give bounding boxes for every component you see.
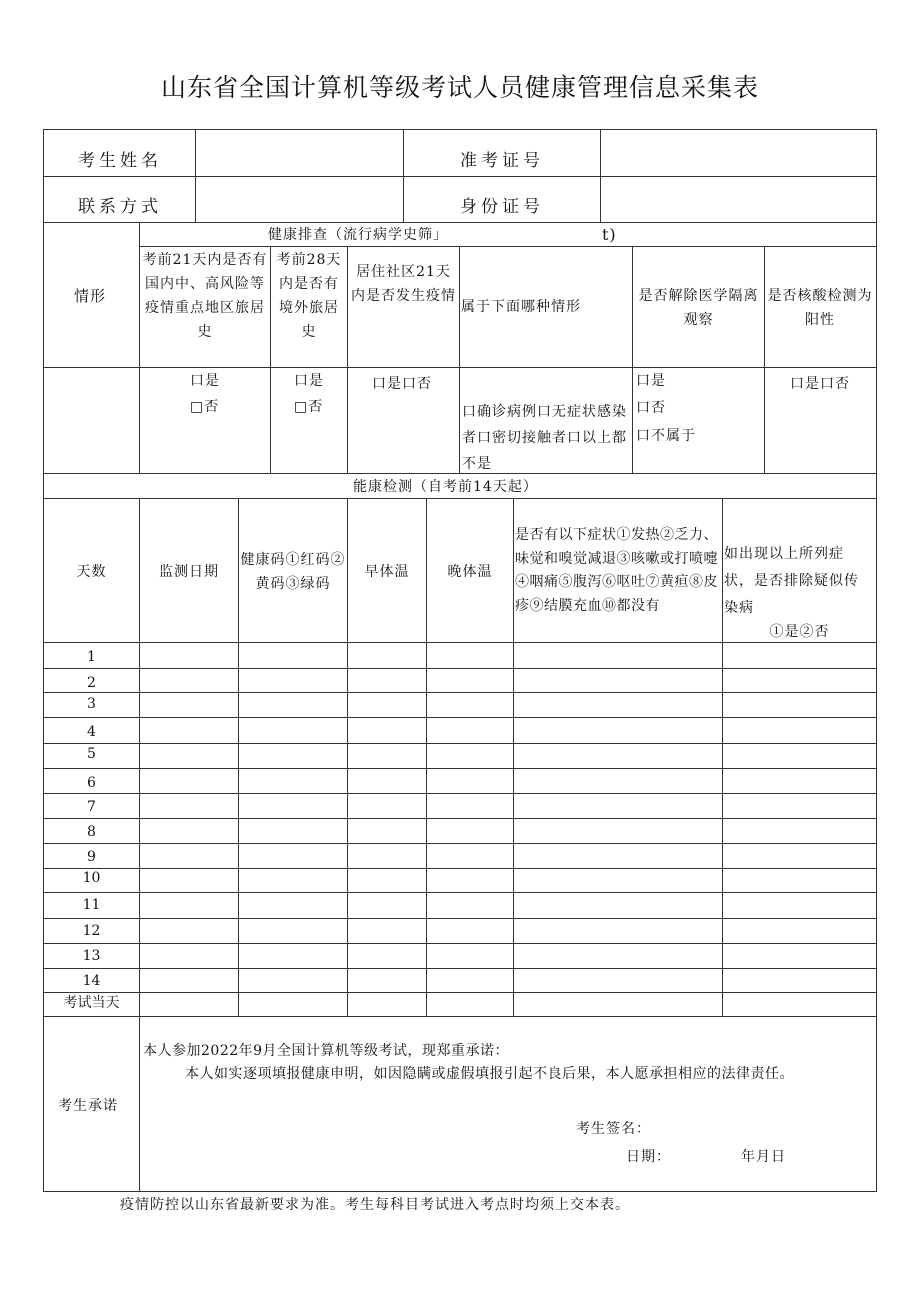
row-day-13: 13 (82, 948, 101, 964)
signature-label: 考生签名： (576, 1121, 651, 1137)
pledge-label: 考生承诺 (58, 1098, 118, 1114)
name-field[interactable] (197, 131, 402, 175)
q3-yes-no-checkbox[interactable]: 口是口否 (372, 376, 432, 392)
ticket-label: 准考证号 (460, 151, 544, 171)
col-exclude-disease: 如出现以上所列症状，是否排除疑似传染病 (724, 546, 859, 616)
id-field[interactable] (602, 178, 875, 221)
footer-note: 疫情防控以山东省最新要求为准。考生每科目考试进入考点时均须上交本表。 (120, 1197, 630, 1213)
row-day-4: 4 (87, 724, 96, 740)
question-quarantine-released: 是否解除医学隔离观察 (638, 288, 759, 328)
ticket-field[interactable] (602, 131, 875, 175)
q4-options[interactable]: 口确诊病例口无症状感染者口密切接触者口以上都不是 (462, 404, 627, 472)
q6-yes-no-checkbox[interactable]: 口是口否 (790, 376, 850, 392)
row-day-12: 12 (82, 923, 101, 939)
row-day-11: 11 (82, 897, 101, 913)
col-health-code: 健康码①红码②黄码③绿码 (240, 552, 346, 592)
row-day-6: 6 (87, 775, 96, 791)
question-domestic-travel: 考前21天内是否有国内中、高风险等疫情重点地区旅居史 (142, 252, 268, 340)
history-header-tail: t) (602, 225, 617, 244)
col-date: 监测日期 (159, 564, 219, 580)
page-title: 山东省全国计算机等级考试人员健康管理信息采集表 (160, 73, 759, 102)
q5-no-checkbox[interactable]: 口否 (636, 400, 666, 416)
row-day-8: 8 (87, 824, 96, 840)
question-overseas-travel: 考前28天内是否有境外旅居史 (276, 252, 342, 340)
row-day-5: 5 (87, 746, 96, 762)
row-day-7: 7 (87, 799, 96, 815)
col-morning-temp: 早体温 (364, 564, 410, 580)
pledge-line-1: 本人参加2022年9月全国计算机等级考试，现郑重承诺： (143, 1043, 510, 1059)
col-evening-temp: 晚体温 (447, 564, 493, 580)
row-day-9: 9 (87, 849, 96, 865)
monitoring-header: 能康检测（自考前14天起） (353, 479, 538, 495)
question-community-outbreak: 居住社区21天内是否发生疫情 (351, 264, 456, 304)
situation-label: 情形 (74, 287, 107, 305)
row-exam-day: 考试当天 (63, 995, 120, 1011)
date-format: 年月日 (741, 1149, 786, 1165)
q5-na-checkbox[interactable]: 口不属于 (636, 428, 696, 444)
row-day-3: 3 (87, 696, 96, 712)
pledge-line-2: 本人如实逐项填报健康申明，如因隐瞒或虚假填报引起不良后果，本人愿承担相应的法律责任。 (185, 1066, 794, 1082)
date-label: 日期： (626, 1149, 671, 1165)
row-day-10: 10 (82, 870, 101, 886)
question-nucleic-positive: 是否核酸检测为阳性 (767, 288, 873, 328)
history-header: 健康排查（流行病学史筛」 (268, 227, 448, 243)
contact-label: 联系方式 (78, 197, 162, 217)
col-day: 天数 (76, 564, 107, 580)
q1-yes-checkbox[interactable]: 口是 (190, 373, 220, 389)
q1-no-checkbox[interactable]: □否 (190, 399, 220, 415)
id-label: 身份证号 (460, 197, 544, 217)
contact-field[interactable] (197, 178, 402, 221)
col-exclude-options: ①是②否 (769, 624, 830, 640)
row-day-2: 2 (87, 675, 96, 691)
q5-yes-checkbox[interactable]: 口是 (636, 373, 666, 389)
q2-no-checkbox[interactable]: □否 (294, 399, 324, 415)
question-case-type: 属于下面哪种情形 (461, 299, 581, 315)
row-day-1: 1 (87, 649, 96, 665)
col-symptoms: 是否有以下症状①发热②乏力、味觉和嗅觉减退③咳嗽或打喷嚏④咽痛⑤腹泻⑥呕吐⑦黄疸⑧皮疹⑨结膜充血⑩都没有 (515, 527, 718, 614)
row-day-14: 14 (82, 973, 101, 989)
name-label: 考生姓名 (78, 151, 162, 171)
q2-yes-checkbox[interactable]: 口是 (294, 373, 324, 389)
